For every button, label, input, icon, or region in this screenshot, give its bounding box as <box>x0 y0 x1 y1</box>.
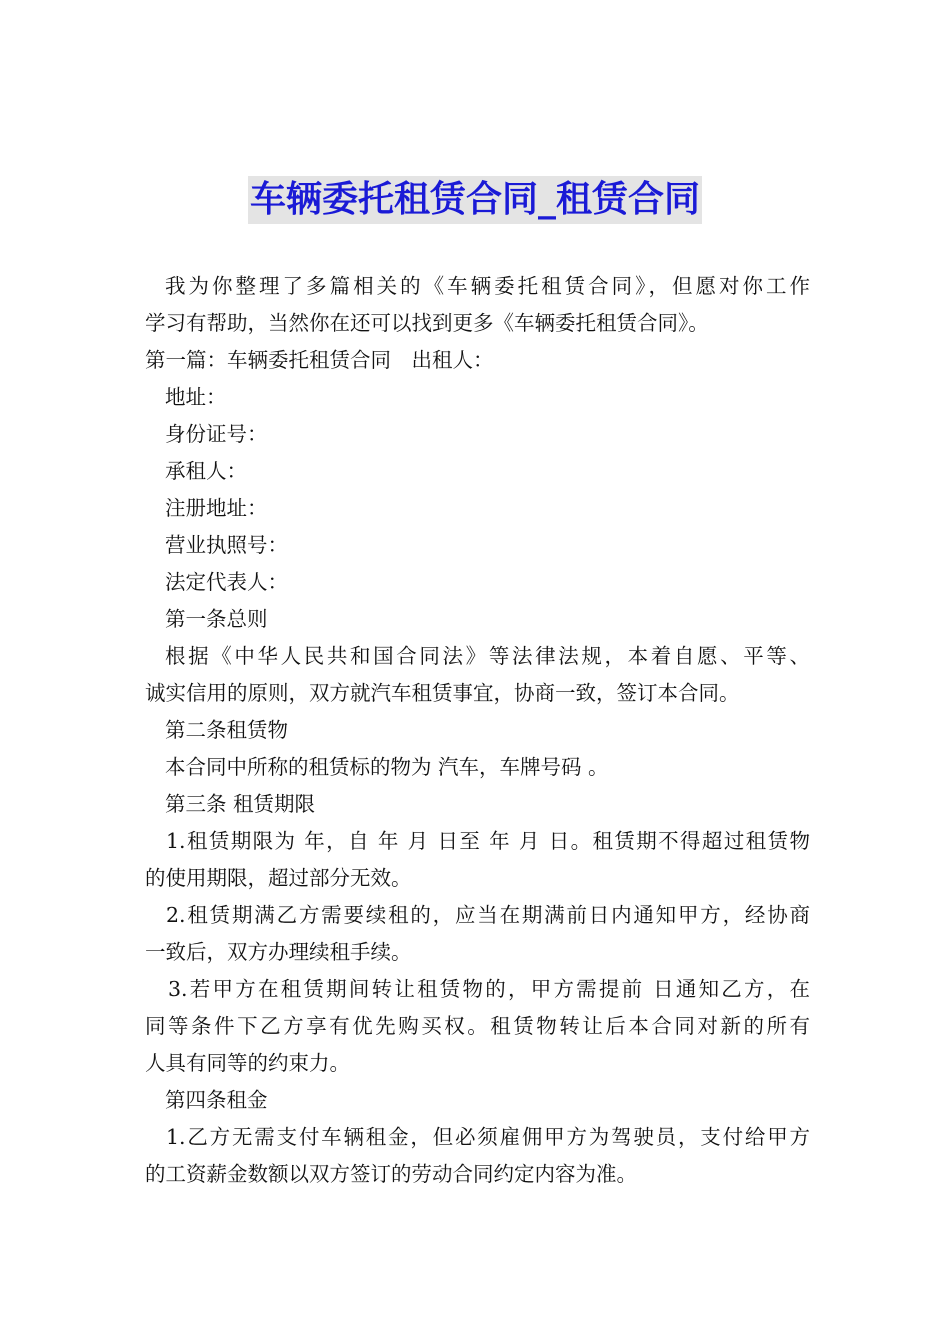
article-3-heading: 第三条 租赁期限 <box>165 792 316 816</box>
article-1-line-2: 诚实信用的原则，双方就汽车租赁事宜，协商一致，签订本合同。 <box>145 681 740 705</box>
article-1-heading: 第一条总则 <box>165 607 268 631</box>
article-4-item-1-line-2: 的工资薪金数额以双方签订的劳动合同约定内容为准。 <box>145 1162 637 1186</box>
field-id-number: 身份证号： <box>165 422 268 446</box>
article-1-line-1: 根据《中华人民共和国合同法》等法律法规，本着自愿、平等、 <box>165 644 810 668</box>
document-title: 车辆委托租赁合同_租赁合同 <box>248 176 702 224</box>
article-3-item-3-line-1: 3.若甲方在租赁期间转让租赁物的，甲方需提前 日通知乙方，在 <box>168 977 810 1001</box>
article-4-item-1-line-1: 1.乙方无需支付车辆租金，但必须雇佣甲方为驾驶员，支付给甲方 <box>166 1125 810 1149</box>
article-3-item-2-line-1: 2.租赁期满乙方需要续租的，应当在期满前日内通知甲方，经协商 <box>166 903 810 927</box>
title-container <box>0 176 950 224</box>
article-4-heading: 第四条租金 <box>165 1088 268 1112</box>
field-registered-address: 注册地址： <box>165 496 268 520</box>
article-3-item-3-line-3: 人具有同等的约束力。 <box>145 1051 350 1075</box>
field-lessee: 承租人： <box>165 459 247 483</box>
article-2-heading: 第二条租赁物 <box>165 718 288 742</box>
article-3-item-3-line-2: 同等条件下乙方享有优先购买权。租赁物转让后本合同对新的所有 <box>145 1014 810 1038</box>
article-3-item-1-line-2: 的使用期限，超过部分无效。 <box>145 866 412 890</box>
field-legal-representative: 法定代表人： <box>165 570 288 594</box>
document-body <box>145 268 810 1193</box>
intro-line-2: 学习有帮助，当然你在还可以找到更多《车辆委托租赁合同》。 <box>145 311 709 335</box>
article-3-item-2-line-2: 一致后，双方办理续租手续。 <box>145 940 412 964</box>
field-address: 地址： <box>165 385 227 409</box>
field-business-license: 营业执照号： <box>165 533 288 557</box>
intro-line-1: 我为你整理了多篇相关的《车辆委托租赁合同》，但愿对你工作 <box>165 274 810 298</box>
section-heading-lessor: 第一篇：车辆委托租赁合同 出租人： <box>145 348 494 372</box>
article-3-item-1-line-1: 1.租赁期限为 年，自 年 月 日至 年 月 日。租赁期不得超过租赁物 <box>166 829 810 853</box>
article-2-line-1: 本合同中所称的租赁标的物为 汽车，车牌号码 。 <box>165 755 609 779</box>
